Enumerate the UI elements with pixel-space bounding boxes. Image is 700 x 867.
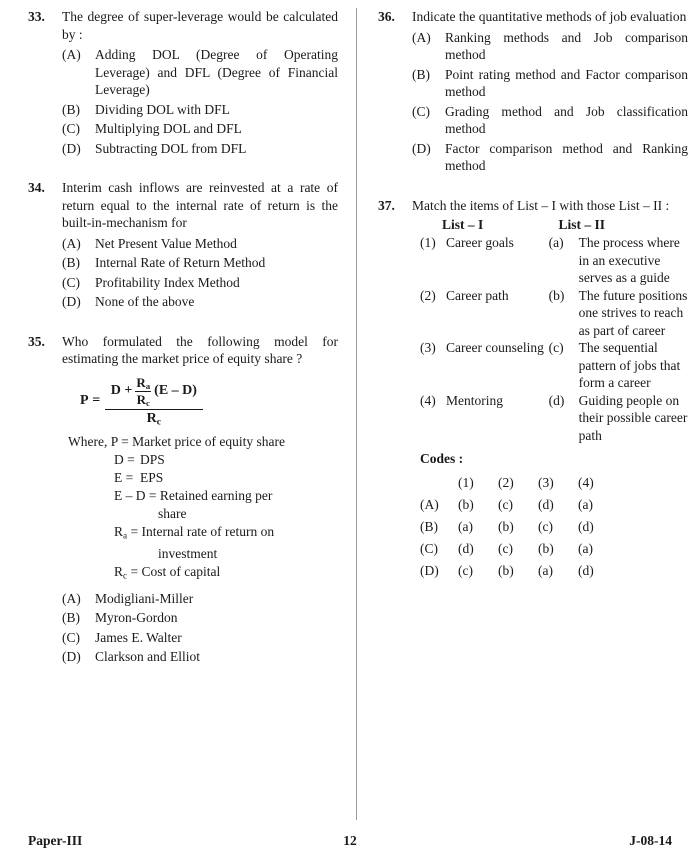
codes-cell: (d) (458, 541, 474, 556)
codes-header-cell: (4) (578, 475, 594, 490)
option-letter: (B) (62, 255, 80, 270)
option-letter: (D) (62, 294, 81, 309)
definition-ra-cont: investment (158, 545, 218, 561)
question-stem: Interim cash inflows are reinvested at a rate of return equal to the internal rate of return is the built-in-mechanism for (62, 180, 338, 230)
option-letter: (A) (62, 590, 81, 606)
column-divider (356, 8, 357, 820)
option-c[interactable] (412, 103, 688, 138)
list-two-item (549, 287, 688, 340)
list-one-text: Career path (446, 287, 509, 303)
question-number: 33. (28, 9, 45, 24)
option-text: Multiplying DOL and DFL (95, 121, 242, 136)
left-column (28, 8, 338, 680)
option-letter: (C) (62, 629, 80, 645)
definition-label: $R_c$ = (114, 563, 139, 580)
question-number: 34. (28, 180, 45, 195)
option-a[interactable] (62, 46, 338, 99)
option-letter: (B) (62, 101, 80, 117)
codes-cell: (c) (498, 541, 513, 556)
formula-numerator (105, 375, 203, 409)
numerator-lead: D + (110, 383, 133, 399)
list-two-text: Guiding people on their possible career path (578, 392, 688, 443)
list-two-key: (a) (548, 235, 564, 250)
option-text: Internal Rate of Return Method (95, 255, 266, 270)
list-one-key: (3) (420, 340, 436, 355)
question-36 (378, 8, 688, 175)
option-text: Ranking methods and Job comparison method (445, 29, 688, 62)
paper-label: Paper-III (28, 833, 83, 848)
option-b[interactable] (412, 66, 688, 101)
question-34 (28, 179, 338, 311)
question-number: 37. (378, 197, 395, 213)
definition-line (114, 523, 338, 544)
codes-option-d[interactable] (420, 560, 688, 582)
match-row (412, 339, 688, 392)
codes-label: Codes : (420, 451, 464, 466)
list-one-item (420, 234, 549, 287)
list-two-item (549, 339, 688, 392)
list-two-item (549, 234, 688, 287)
codes-cell: (b) (538, 541, 554, 556)
list-one-header: List – I (442, 217, 484, 232)
codes-cell: (d) (578, 563, 594, 578)
codes-row-key: (D) (420, 563, 439, 578)
list-two-key: (c) (548, 340, 564, 355)
option-text: Grading method and Job classification method (445, 103, 688, 136)
inner-numerator: $R_a$ (136, 374, 151, 391)
question-stem: Match the items of List – I with those List – II : (412, 197, 670, 213)
definition-rc (62, 563, 338, 584)
options-list (62, 46, 338, 157)
option-b[interactable] (62, 609, 338, 627)
option-c[interactable] (62, 120, 338, 138)
option-letter: (D) (62, 649, 81, 665)
list-one-item (420, 287, 549, 340)
list-one-text: Mentoring (446, 392, 503, 408)
list-two-text: The process where in an executive serves as a guide (578, 235, 680, 285)
definition-line (114, 487, 338, 505)
codes-cell: (d) (538, 497, 554, 512)
codes-option-a[interactable] (420, 494, 688, 516)
list-two-item (549, 392, 688, 445)
list-two-key: (b) (548, 287, 565, 303)
list-two-header: List – II (558, 217, 606, 232)
list-one-key: (2) (420, 287, 436, 303)
option-letter: (C) (412, 103, 430, 119)
question-33 (28, 8, 338, 157)
option-letter: (A) (62, 47, 81, 62)
definition-label: D = (114, 452, 135, 468)
option-letter: (C) (62, 121, 80, 136)
codes-row-key: (B) (420, 519, 438, 534)
definition-dps (62, 451, 338, 469)
codes-option-c[interactable] (420, 538, 688, 560)
option-text: James E. Walter (95, 629, 182, 645)
formula-lhs: P = (80, 392, 101, 408)
definition-label: $R_a$ = (114, 524, 139, 541)
list-one-text: Career counseling (446, 340, 544, 355)
inner-denominator: $R_c$ (136, 391, 150, 408)
codes-cell: (c) (498, 497, 513, 512)
option-b[interactable] (62, 101, 338, 119)
codes-cell: (a) (538, 563, 553, 578)
option-a[interactable] (412, 29, 688, 64)
codes-cell: (a) (458, 519, 473, 534)
inner-fraction-ra-rc (135, 375, 151, 408)
definition-eps (62, 469, 338, 487)
definition-value: Retained earning per (159, 488, 273, 504)
question-number: 36. (378, 9, 395, 24)
question-37 (378, 197, 688, 583)
match-row (412, 392, 688, 445)
question-stem: Indicate the quantitative methods of job evaluation (412, 9, 687, 24)
definition-label: E – D = (114, 488, 157, 504)
question-stem: The degree of super-leverage would be calculated by : (62, 9, 338, 42)
list-two-key: (d) (548, 392, 565, 408)
option-text: Dividing DOL with DFL (95, 101, 230, 117)
codes-cell: (a) (578, 497, 593, 512)
codes-cell: (c) (458, 563, 473, 578)
definition-value: DPS (140, 452, 165, 468)
list-one-text: Career goals (446, 235, 514, 250)
codes-header-row (420, 472, 688, 494)
match-row (412, 287, 688, 340)
codes-cell: (c) (538, 519, 553, 534)
option-letter: (D) (412, 140, 431, 156)
options-list (412, 29, 688, 175)
option-d[interactable] (62, 648, 338, 666)
list-two-text: The future positions one strives to reach as part of career (578, 287, 688, 338)
option-letter: (C) (62, 274, 80, 290)
option-letter: (B) (412, 66, 430, 82)
list-one-key: (1) (420, 235, 436, 250)
codes-header-cell: (1) (458, 475, 474, 490)
option-a[interactable] (62, 235, 338, 253)
list-headers (412, 216, 688, 234)
codes-cell: (a) (578, 541, 593, 556)
page-number: 12 (343, 833, 357, 848)
formula-fraction (105, 375, 203, 428)
options-list (62, 590, 338, 666)
option-letter: (A) (62, 235, 81, 251)
codes-row-key: (C) (420, 541, 438, 556)
codes-option-b[interactable] (420, 516, 688, 538)
definition-ra (62, 523, 338, 544)
codes-cell: (b) (498, 519, 514, 534)
definition-value: Cost of capital (141, 563, 221, 579)
question-stem: Who formulated the following model for estimating the market price of equity share ? (62, 333, 338, 366)
definition-value: EPS (140, 470, 164, 486)
question-number: 35. (28, 333, 45, 349)
option-text: Factor comparison method and Ranking method (445, 140, 688, 173)
definition-value: Internal rate of return on (141, 524, 275, 540)
right-column (378, 8, 688, 596)
paper-code: J-08-14 (629, 833, 672, 848)
codes-header-cell: (2) (498, 475, 514, 490)
codes-table (412, 472, 688, 582)
option-letter: (B) (62, 610, 80, 626)
option-c[interactable] (62, 629, 338, 647)
option-text: Net Present Value Method (95, 235, 237, 251)
option-text: Profitability Index Method (95, 274, 240, 290)
option-a[interactable] (62, 590, 338, 608)
codes-cell: (b) (498, 563, 514, 578)
list-two-text: The sequential pattern of jobs that form a career (578, 340, 681, 390)
equity-price-formula (62, 375, 338, 428)
question-35 (28, 333, 338, 666)
definition-line (114, 563, 338, 584)
option-b[interactable] (62, 254, 338, 272)
codes-row-key: (A) (420, 497, 439, 512)
option-text: Clarkson and Elliot (95, 649, 200, 665)
option-text: Myron-Gordon (95, 610, 178, 626)
option-letter: (D) (62, 140, 81, 156)
option-text: Modigliani-Miller (95, 590, 194, 606)
numerator-tail: (E – D) (154, 383, 197, 399)
definition-label: E = (114, 470, 134, 486)
option-text: Point rating method and Factor comparison method (445, 66, 688, 99)
codes-cell: (b) (458, 497, 474, 512)
definition-retained-earning-cont: share (158, 506, 187, 522)
option-letter: (A) (412, 29, 431, 45)
option-text: Adding DOL (Degree of Operating Leverage) and DFL (Degree of Financial Leverage) (95, 47, 338, 97)
formula-where-intro: Where, P = Market price of equity share (68, 434, 286, 450)
codes-cell: (d) (578, 519, 594, 534)
list-one-item (420, 339, 549, 392)
option-d[interactable] (412, 140, 688, 175)
option-c[interactable] (62, 274, 338, 292)
options-list (62, 235, 338, 311)
option-text: None of the above (95, 294, 195, 309)
codes-header-cell: (3) (538, 475, 554, 490)
match-row (412, 234, 688, 287)
option-d[interactable] (62, 140, 338, 158)
list-one-key: (4) (420, 392, 436, 408)
page-footer (28, 833, 672, 849)
list-one-item (420, 392, 549, 445)
definition-retained-earning (62, 487, 338, 505)
option-d[interactable] (62, 293, 338, 311)
option-text: Subtracting DOL from DFL (95, 140, 247, 156)
formula-denominator: $R_c$ (146, 410, 162, 428)
